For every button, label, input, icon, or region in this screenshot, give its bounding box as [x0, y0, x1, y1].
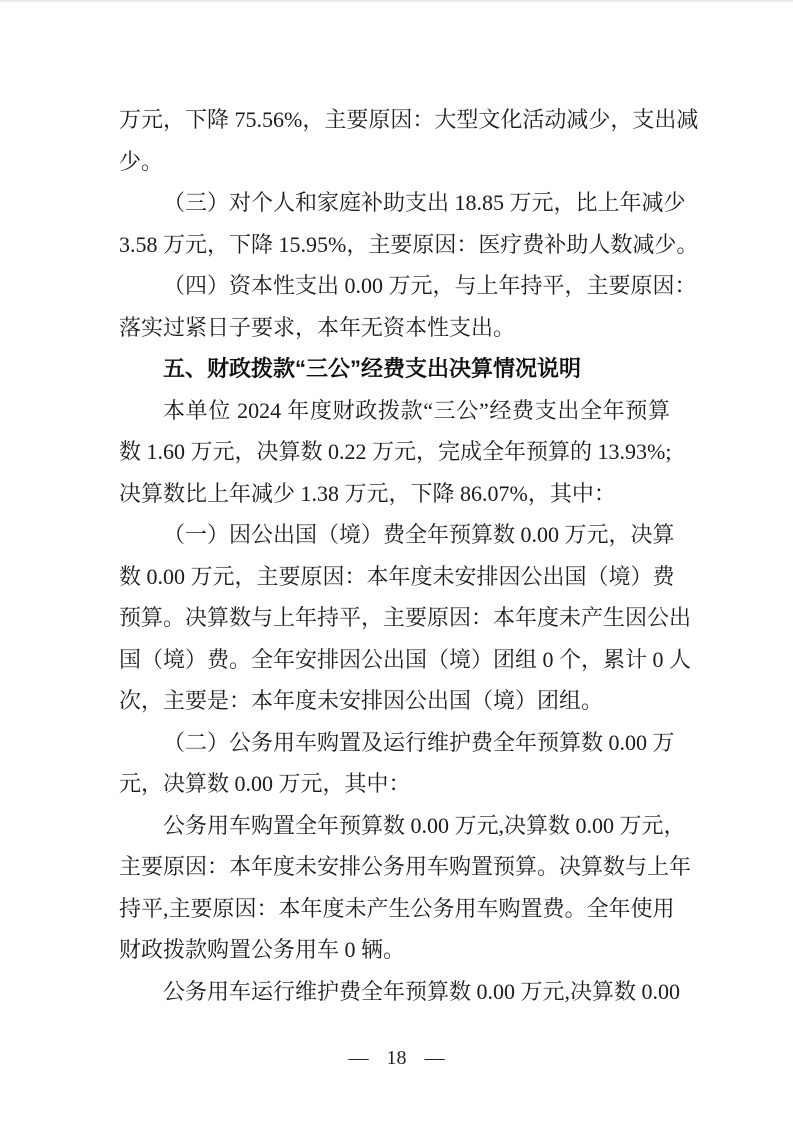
text-line: 元，决算数 0.00 万元，其中： — [119, 771, 411, 796]
text-line: 持平,主要原因：本年度未产生公务用车购置费。全年使用 — [119, 895, 675, 921]
text-line: （二）公务用车购置及运行维护费全年预算数 0.00 万 — [163, 729, 675, 755]
text-line: 数 0.00 万元，主要原因：本年度未安排因公出国（境）费 — [119, 563, 675, 589]
footer-dash-right: — — [424, 1047, 445, 1069]
text-line: 公务用车购置全年预算数 0.00 万元,决算数 0.00 万元， — [163, 812, 686, 838]
text-line: （一）因公出国（境）费全年预算数 0.00 万元，决算 — [163, 522, 675, 547]
section-heading: 五、财政拨款“三公”经费支出决算情况说明 — [163, 356, 582, 381]
text-line: 预算。决算数与上年持平，主要原因：本年度未产生因公出 — [119, 605, 692, 630]
page-number: 18 — [386, 1047, 407, 1069]
text-line: （三）对个人和家庭补助支出 18.85 万元，比上年减少 — [163, 190, 686, 215]
text-line: 次，主要是：本年度未安排因公出国（境）团组。 — [119, 688, 604, 713]
text-line: 数 1.60 万元，决算数 0.22 万元，完成全年预算的 13.93%; — [119, 439, 672, 464]
text-line: 万元，下降 75.56%，主要原因：大型文化活动减少，支出减 — [119, 107, 699, 132]
text-line: 财政拨款购置公务用车 0 辆。 — [119, 937, 406, 962]
text-line: 少。 — [119, 148, 164, 174]
text-line: 本单位 2024 年度财政拨款“三公”经费支出全年预算 — [163, 397, 670, 423]
text-line: 3.58 万元，下降 15.95%，主要原因：医疗费补助人数减少。 — [119, 231, 699, 257]
text-line: 国（境）费。全年安排因公出国（境）团组 0 个，累计 0 人 — [119, 646, 692, 672]
text-line: 落实过紧日子要求，本年无资本性支出。 — [119, 314, 516, 340]
text-line: 公务用车运行维护费全年预算数 0.00 万元,决算数 0.00 — [163, 978, 681, 1004]
text-line: 决算数比上年减少 1.38 万元，下降 86.07%，其中： — [119, 480, 616, 506]
footer-dash-left: — — [348, 1047, 369, 1069]
body-text — [119, 99, 699, 1012]
text-line: （四）资本性支出 0.00 万元，与上年持平，主要原因： — [163, 273, 697, 298]
page-footer — [0, 1045, 793, 1071]
text-line: 主要原因：本年度未安排公务用车购置预算。决算数与上年 — [119, 854, 692, 879]
